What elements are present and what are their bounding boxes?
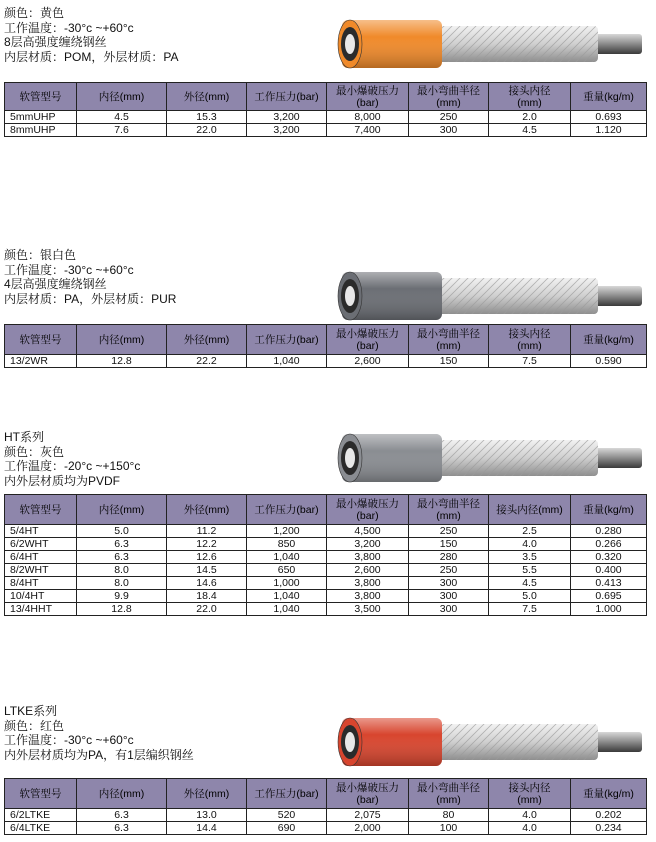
column-header: 软管型号	[5, 495, 77, 525]
value-cell: 0.693	[571, 111, 647, 124]
value-cell: 12.8	[77, 603, 167, 616]
model-cell: 6/2WHT	[5, 538, 77, 551]
column-header: 最小弯曲半径 (mm)	[409, 779, 489, 809]
value-cell: 1.000	[571, 603, 647, 616]
spec-table	[4, 778, 647, 835]
spec-line: 颜色：银白色	[4, 248, 77, 262]
column-header: 内径(mm)	[77, 495, 167, 525]
value-cell: 8.0	[77, 577, 167, 590]
value-cell: 15.3	[167, 111, 247, 124]
column-header: 重量(kg/m)	[571, 779, 647, 809]
value-cell: 300	[409, 577, 489, 590]
column-header: 外径(mm)	[167, 83, 247, 111]
spec-line: 4层高强度缠绕钢丝	[4, 277, 107, 291]
value-cell: 7.6	[77, 124, 167, 137]
value-cell: 0.234	[571, 822, 647, 835]
column-header: 接头内径(mm)	[489, 495, 571, 525]
value-cell: 14.6	[167, 577, 247, 590]
value-cell: 150	[409, 538, 489, 551]
value-cell: 520	[247, 809, 327, 822]
model-cell: 6/4HT	[5, 551, 77, 564]
column-header: 软管型号	[5, 325, 77, 355]
value-cell: 0.202	[571, 809, 647, 822]
value-cell: 22.0	[167, 603, 247, 616]
spec-line: 8层高强度缠绕钢丝	[4, 35, 107, 49]
model-cell: 6/2LTKE	[5, 809, 77, 822]
column-header: 接头内径 (mm)	[489, 779, 571, 809]
value-cell: 14.4	[167, 822, 247, 835]
spec-line: 工作温度：-30°c ~+60°c	[4, 262, 134, 277]
value-cell: 250	[409, 564, 489, 577]
model-cell: 13/2WR	[5, 355, 77, 368]
value-cell: 300	[409, 124, 489, 137]
column-header: 最小爆破压力 (bar)	[327, 83, 409, 111]
value-cell: 3.5	[489, 551, 571, 564]
value-cell: 250	[409, 111, 489, 124]
model-cell: 13/4HHT	[5, 603, 77, 616]
column-header: 最小弯曲半径 (mm)	[409, 83, 489, 111]
value-cell: 2,075	[327, 809, 409, 822]
spec-line: 工作温度：-30°c ~+60°c	[4, 20, 134, 35]
column-header: 内径(mm)	[77, 83, 167, 111]
value-cell: 3,800	[327, 590, 409, 603]
spec-line: HT系列	[4, 430, 44, 444]
value-cell: 6.3	[77, 538, 167, 551]
value-cell: 12.8	[77, 355, 167, 368]
column-header: 工作压力(bar)	[247, 83, 327, 111]
value-cell: 150	[409, 355, 489, 368]
column-header: 软管型号	[5, 779, 77, 809]
value-cell: 4.0	[489, 822, 571, 835]
value-cell: 7.5	[489, 355, 571, 368]
value-cell: 13.0	[167, 809, 247, 822]
value-cell: 650	[247, 564, 327, 577]
value-cell: 0.280	[571, 525, 647, 538]
model-cell: 8/4HT	[5, 577, 77, 590]
spec-lines	[4, 704, 194, 762]
value-cell: 2,600	[327, 355, 409, 368]
column-header: 最小爆破压力 (bar)	[327, 325, 409, 355]
value-cell: 300	[409, 590, 489, 603]
spec-line: 工作温度：-20°c ~+150°c	[4, 459, 141, 473]
value-cell: 12.2	[167, 538, 247, 551]
model-cell: 8/2WHT	[5, 564, 77, 577]
value-cell: 3,200	[247, 111, 327, 124]
value-cell: 0.590	[571, 355, 647, 368]
value-cell: 2.5	[489, 525, 571, 538]
value-cell: 3,200	[327, 538, 409, 551]
spec-line: 颜色：灰色	[4, 444, 65, 459]
value-cell: 0.413	[571, 577, 647, 590]
spec-line: 颜色：黄色	[4, 6, 65, 20]
value-cell: 2.0	[489, 111, 571, 124]
column-header: 外径(mm)	[167, 325, 247, 355]
value-cell: 9.9	[77, 590, 167, 603]
value-cell: 3,200	[247, 124, 327, 137]
value-cell: 5.0	[77, 525, 167, 538]
value-cell: 8.0	[77, 564, 167, 577]
value-cell: 100	[409, 822, 489, 835]
spec-line: 内外层材质均为PVDF	[4, 473, 121, 488]
value-cell: 0.695	[571, 590, 647, 603]
value-cell: 18.4	[167, 590, 247, 603]
value-cell: 0.266	[571, 538, 647, 551]
value-cell: 3,500	[327, 603, 409, 616]
value-cell: 22.0	[167, 124, 247, 137]
model-cell: 5mmUHP	[5, 111, 77, 124]
column-header: 最小弯曲半径 (mm)	[409, 325, 489, 355]
column-header: 外径(mm)	[167, 495, 247, 525]
column-header: 内径(mm)	[77, 779, 167, 809]
column-header: 内径(mm)	[77, 325, 167, 355]
value-cell: 5.5	[489, 564, 571, 577]
value-cell: 7,400	[327, 124, 409, 137]
column-header: 接头内径 (mm)	[489, 83, 571, 111]
spec-line: 颜色：红色	[4, 718, 65, 733]
column-header: 接头内径 (mm)	[489, 325, 571, 355]
value-cell: 22.2	[167, 355, 247, 368]
column-header: 最小弯曲半径 (mm)	[409, 495, 489, 525]
value-cell: 0.320	[571, 551, 647, 564]
value-cell: 1,040	[247, 603, 327, 616]
value-cell: 280	[409, 551, 489, 564]
value-cell: 850	[247, 538, 327, 551]
value-cell: 3,800	[327, 551, 409, 564]
value-cell: 300	[409, 603, 489, 616]
value-cell: 1.120	[571, 124, 647, 137]
spec-line: 内层材质：PA，外层材质：PUR	[4, 291, 177, 306]
value-cell: 4.5	[77, 111, 167, 124]
value-cell: 1,040	[247, 551, 327, 564]
value-cell: 80	[409, 809, 489, 822]
model-cell: 5/4HT	[5, 525, 77, 538]
value-cell: 5.0	[489, 590, 571, 603]
value-cell: 4.5	[489, 124, 571, 137]
value-cell: 2,000	[327, 822, 409, 835]
column-header: 最小爆破压力 (bar)	[327, 495, 409, 525]
hose-illustration	[328, 712, 648, 777]
value-cell: 250	[409, 525, 489, 538]
value-cell: 7.5	[489, 603, 571, 616]
value-cell: 4.0	[489, 538, 571, 551]
value-cell: 4,500	[327, 525, 409, 538]
table-row	[5, 809, 647, 822]
value-cell: 1,000	[247, 577, 327, 590]
value-cell: 690	[247, 822, 327, 835]
value-cell: 1,040	[247, 590, 327, 603]
column-header: 重量(kg/m)	[571, 325, 647, 355]
value-cell: 11.2	[167, 525, 247, 538]
column-header: 重量(kg/m)	[571, 83, 647, 111]
value-cell: 1,200	[247, 525, 327, 538]
value-cell: 12.6	[167, 551, 247, 564]
value-cell: 1,040	[247, 355, 327, 368]
spec-line: 内层材质：POM，外层材质：PA	[4, 49, 179, 64]
model-cell: 10/4HT	[5, 590, 77, 603]
hose-image	[328, 712, 648, 772]
column-header: 重量(kg/m)	[571, 495, 647, 525]
column-header: 工作压力(bar)	[247, 495, 327, 525]
column-header: 工作压力(bar)	[247, 779, 327, 809]
value-cell: 4.0	[489, 809, 571, 822]
value-cell: 6.3	[77, 822, 167, 835]
value-cell: 3,800	[327, 577, 409, 590]
column-header: 最小爆破压力 (bar)	[327, 779, 409, 809]
value-cell: 2,600	[327, 564, 409, 577]
table-row	[5, 822, 647, 835]
spec-line: LTKE系列	[4, 704, 58, 718]
value-cell: 0.400	[571, 564, 647, 577]
column-header: 软管型号	[5, 83, 77, 111]
column-header: 工作压力(bar)	[247, 325, 327, 355]
model-cell: 6/4LTKE	[5, 822, 77, 835]
value-cell: 6.3	[77, 809, 167, 822]
column-header: 外径(mm)	[167, 779, 247, 809]
value-cell: 8,000	[327, 111, 409, 124]
value-cell: 14.5	[167, 564, 247, 577]
value-cell: 4.5	[489, 577, 571, 590]
value-cell: 6.3	[77, 551, 167, 564]
spec-line: 内外层材质均为PA，有1层编织钢丝	[4, 747, 194, 762]
spec-line: 工作温度：-30°c ~+60°c	[4, 733, 134, 747]
model-cell: 8mmUHP	[5, 124, 77, 137]
